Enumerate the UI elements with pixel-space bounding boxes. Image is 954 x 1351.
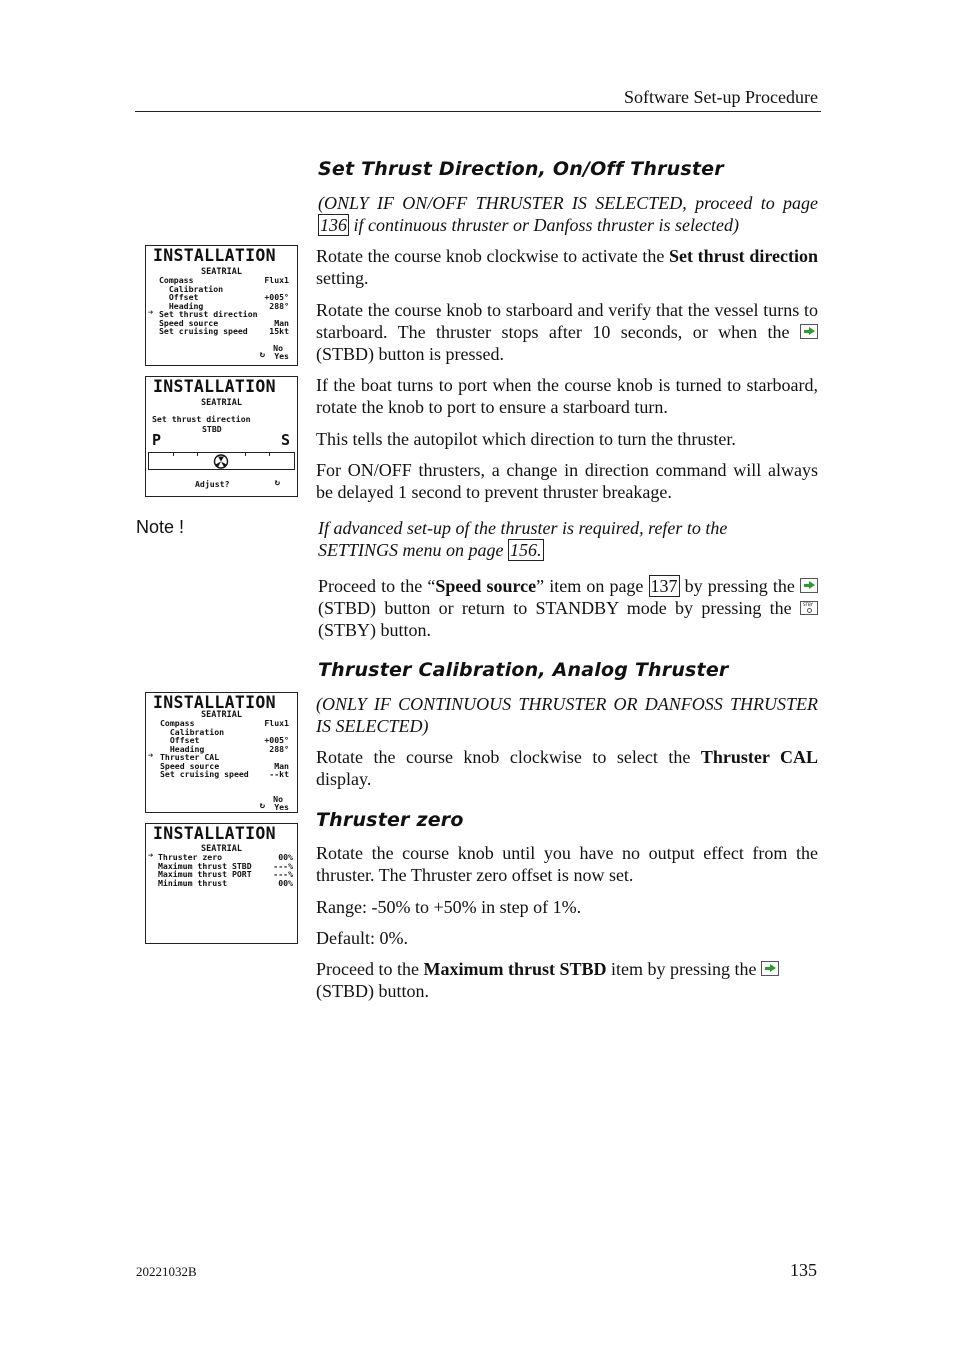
p2-text-b: (STBD) button is pressed. [316,344,504,364]
proceed-text-b: ” item on page [536,576,649,596]
section-title-thruster-calibration: Thruster Calibration, Analog Thruster [318,659,729,681]
stbd-arrow-icon [800,578,818,593]
section3-para1: Rotate the course knob until you have no output effect from the thruster. The Thruster zero offset is now set. [316,843,818,885]
page-link-137[interactable]: 137 [650,576,678,596]
proceed-text-a: Proceed to the “ [318,576,436,596]
lcd-menu-row: Calibration [160,726,225,737]
selection-arrow-icon: ➔ [148,308,154,318]
page-link-136[interactable]: 136 [320,215,347,235]
note-label: Note ! [136,517,185,537]
section1-intro [318,192,818,236]
header-title: Software Set-up Procedure [624,87,818,107]
p1-bold: Set thrust direction [669,246,818,266]
selection-arrow-icon: ➔ [148,751,154,761]
lcd-menu-row: Compass Flux1 [159,275,289,285]
page-link-156[interactable]: 156. [510,540,542,560]
lcd-title: INSTALLATION [153,377,276,396]
lcd-menu-row: Maximum thrust PORT ---% [158,869,293,879]
lcd-setting-label: Set thrust direction [152,414,251,424]
lcd-menu-row: Maximum thrust STBD ---% [158,860,293,871]
note-text-a: If advanced set-up of the thruster is required, refer to the SETTINGS menu on page [318,518,728,560]
section1-para5: For ON/OFF thrusters, a change in direction command will always be delayed 1 second to prevent thruster breakage. [316,460,818,502]
section3-para3: Default: 0%. [316,928,408,948]
stbd-arrow-icon [761,961,779,976]
section2-para1 [316,746,818,790]
lcd-adjust-label: Adjust? [195,479,230,489]
section3-para4 [316,958,818,1002]
note-proceed [318,575,818,641]
proceed-text-e: (STBY) button. [318,620,432,640]
p2-text-a: Rotate the course knob to starboard and verify that the vessel turns to starboard. The thruster stops after 10 seconds, or when the [316,300,818,342]
section1-para4: This tells the autopilot which direction to turn the thruster. [316,429,736,449]
intro-text-b: if continuous thruster or Danfoss thruster is selected) [349,215,739,235]
selection-arrow-icon: ➔ [148,851,154,861]
rotate-knob-icon: ↻ [259,350,265,360]
lcd-menu-row-selected: ➔ Set thrust direction [148,308,258,319]
s3p4-text-b: item by pressing the [606,959,761,979]
section2-intro: (ONLY IF CONTINUOUS THRUSTER OR DANFOSS THRUSTER IS SELECTED) [316,694,818,736]
lcd-subtitle: SEATRIAL [201,267,242,277]
lcd-no-label: No [273,343,283,353]
lcd-menu-row: Minimum thrust 00% [158,877,293,888]
lcd-menu-row: Speed source Man [159,317,289,328]
lcd-menu-row: Set cruising speed --kt [160,769,289,779]
section1-para1 [316,245,818,289]
intro-text-a: (ONLY IF ON/OFF THRUSTER IS SELECTED, proceed to page [318,193,818,213]
lcd-subtitle: SEATRIAL [201,844,242,854]
p1-text-a: Rotate the course knob clockwise to activate the [316,246,670,266]
proceed-bold: Speed source [435,576,537,596]
lcd-subtitle: SEATRIAL [201,398,242,408]
lcd-menu-row: Heading 288° [160,743,289,754]
section-title-thruster-zero: Thruster zero [316,809,464,831]
lcd-title: INSTALLATION [153,824,276,843]
lcd-menu-row: Set cruising speed 15kt [159,326,289,336]
lcd-installation-thrust-menu [145,245,298,366]
lcd-menu-row-selected: ➔ Thruster zero 00% [148,851,293,862]
proceed-text-c: by pressing the [679,576,801,596]
lcd-menu-row: Calibration [159,283,224,294]
lcd-yes-label: Yes [274,351,289,361]
s2p1-bold: Thruster CAL [700,747,818,767]
p1-text-b: setting. [316,268,369,288]
section3-para2: Range: -50% to +50% in step of 1%. [316,897,582,917]
page-header [135,86,821,112]
lcd-subtitle: SEATRIAL [201,710,242,720]
stby-button-icon [800,601,818,615]
proceed-text-d: (STBD) button or return to STANDBY mode by pressing the [318,598,800,618]
lcd-menu-row: Compass Flux1 [160,718,289,728]
s3p4-text-a: Proceed to the [316,959,424,979]
lcd-menu-row: Heading 288° [159,300,289,311]
propeller-icon [213,454,229,469]
lcd-menu-row: Offset +005° [160,735,289,745]
lcd-thruster-zero [145,823,298,944]
section1-para3: If the boat turns to port when the course knob is turned to starboard, rotate the knob to port to ensure a starboard turn. [316,375,818,417]
lcd-direction-value: STBD [202,424,222,434]
s3p4-bold: Maximum thrust STBD [423,959,607,979]
s2p1-text-a: Rotate the course knob clockwise to select the [316,747,701,767]
lcd-set-thrust-direction [145,376,298,497]
lcd-stbd-label: S [280,431,290,449]
footer-page-number: 135 [790,1260,817,1280]
rotate-knob-icon: ↻ [274,478,280,488]
footer-doc-id: 20221032B [136,1264,197,1279]
lcd-installation-thruster-cal-menu [145,692,298,813]
lcd-menu-row: Speed source Man [160,760,289,771]
section-title-set-thrust-direction: Set Thrust Direction, On/Off Thruster [318,158,724,180]
thrust-direction-bar [148,452,295,470]
lcd-port-label: P [152,431,162,449]
lcd-title: INSTALLATION [153,246,276,265]
s2p1-text-b: display. [316,769,372,789]
lcd-menu-row-selected: ➔ Thruster CAL [148,751,220,762]
s3p4-text-c: (STBD) button. [316,981,430,1001]
stby-icon-label: STBY [803,602,813,607]
stbd-arrow-icon [800,324,818,339]
lcd-title: INSTALLATION [153,693,276,712]
lcd-no-label: No [273,794,283,804]
note-text [318,517,778,561]
lcd-yes-label: Yes [274,802,289,812]
rotate-knob-icon: ↻ [259,801,265,811]
section1-para2 [316,299,818,365]
lcd-menu-row: Offset +005° [159,292,289,302]
